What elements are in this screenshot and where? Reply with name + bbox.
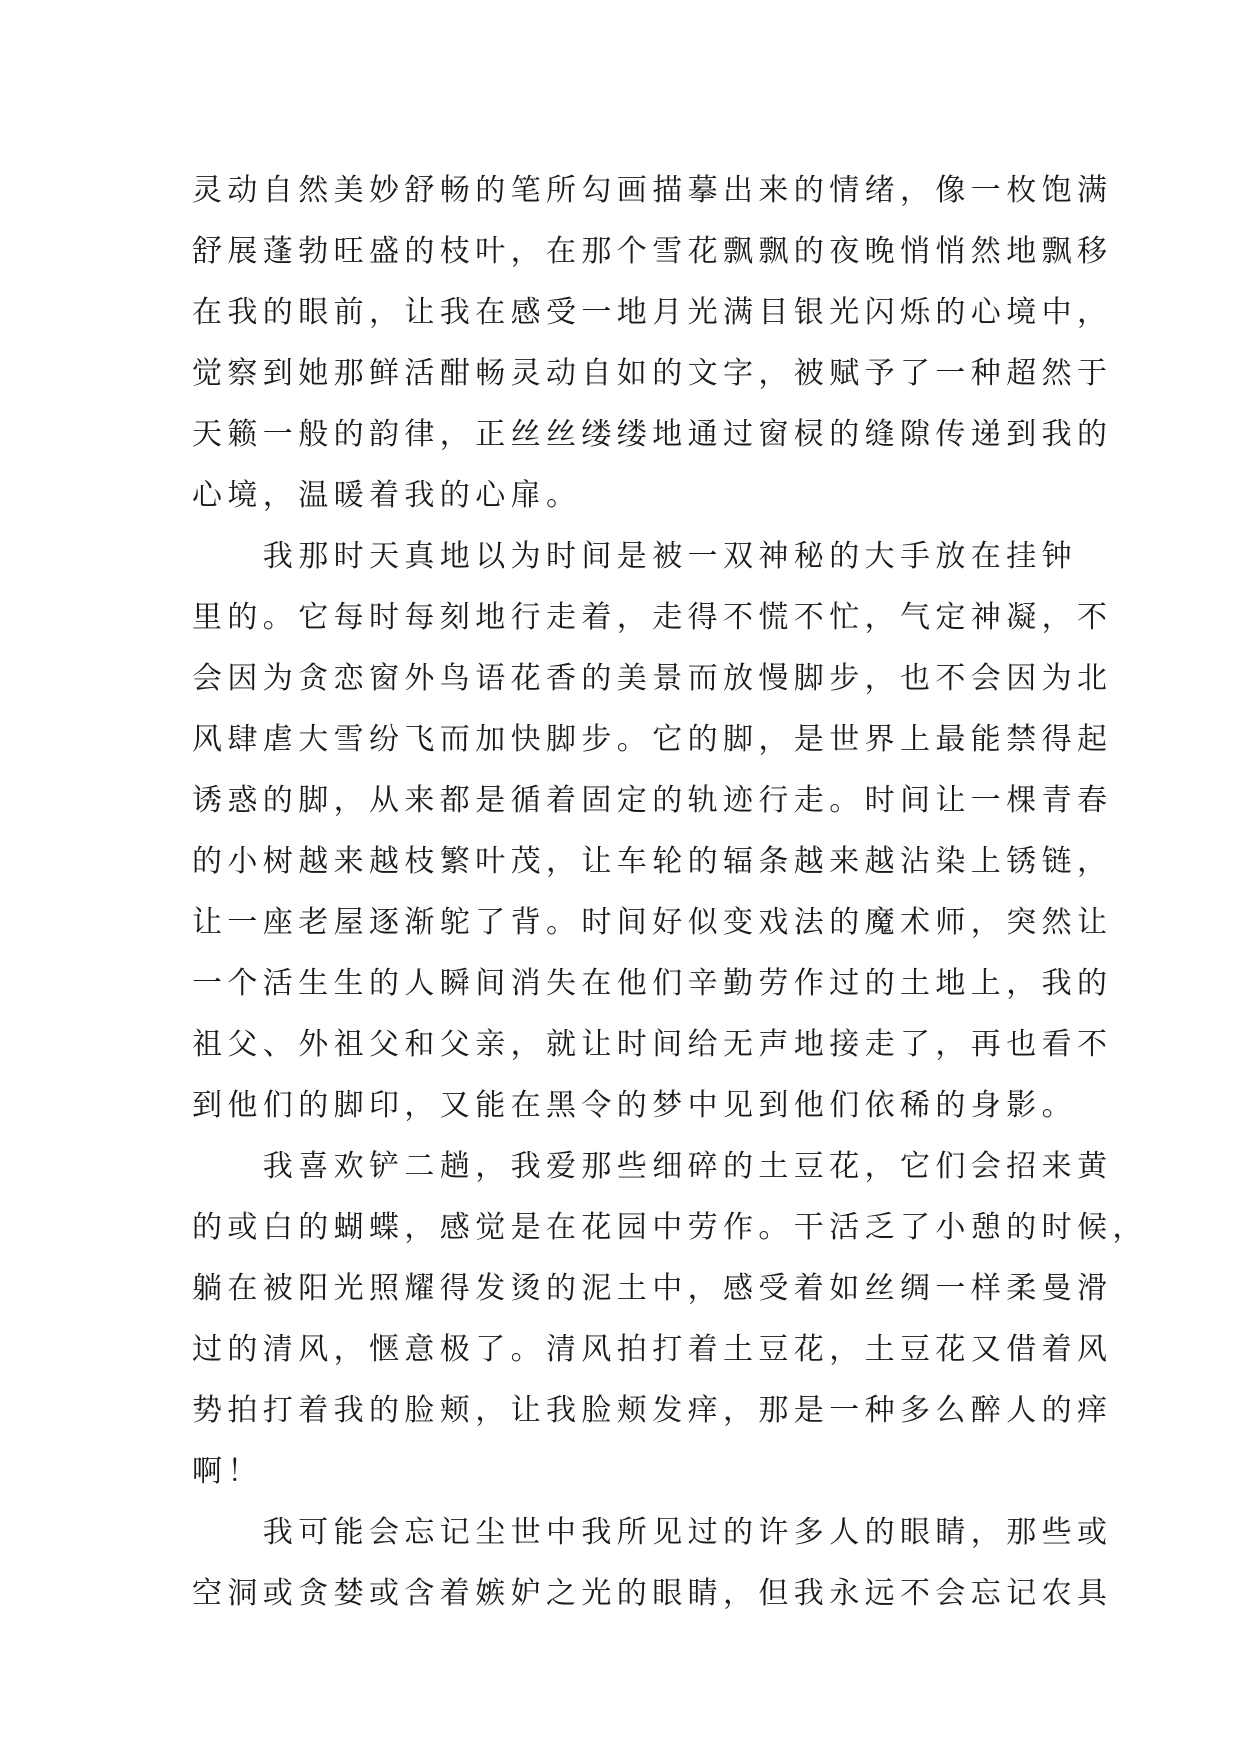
- text-line: 的或白的蝴蝶，感觉是在花园中劳作。干活乏了小憩的时候，: [192, 1210, 1148, 1245]
- text-line: 到他们的脚印，又能在黑令的梦中见到他们依稀的身影。: [192, 1088, 1077, 1123]
- text-line: 祖父、外祖父和父亲，就让时间给无声地接走了，再也看不: [192, 1027, 1113, 1062]
- text-line: 天籁一般的韵律，正丝丝缕缕地通过窗棂的缝隙传递到我的: [192, 417, 1113, 452]
- text-line: 让一座老屋逐渐鸵了背。时间好似变戏法的魔术师，突然让: [192, 905, 1113, 940]
- document-body: [192, 160, 1148, 1624]
- text-line: 诱惑的脚，从来都是循着固定的轨迹行走。时间让一棵青春: [192, 783, 1113, 818]
- text-line: 躺在被阳光照耀得发烫的泥土中，感受着如丝绸一样柔曼滑: [192, 1271, 1113, 1306]
- text-line: 会因为贪恋窗外鸟语花香的美景而放慢脚步，也不会因为北: [192, 661, 1113, 696]
- text-line: 的小树越来越枝繁叶茂，让车轮的辐条越来越沾染上锈链，: [192, 844, 1113, 879]
- text-line: 过的清风，惬意极了。清风拍打着土豆花，土豆花又借着风: [192, 1332, 1113, 1367]
- text-line: 在我的眼前，让我在感受一地月光满目银光闪烁的心境中，: [192, 295, 1113, 330]
- text-line: 舒展蓬勃旺盛的枝叶，在那个雪花飘飘的夜晚悄悄然地飘移: [192, 234, 1113, 269]
- text-line: 空洞或贪婪或含着嫉妒之光的眼睛，但我永远不会忘记农具: [192, 1576, 1113, 1611]
- text-line: 我可能会忘记尘世中我所见过的许多人的眼睛，那些或: [192, 1515, 1113, 1550]
- text-line: 我喜欢铲二趟，我爱那些细碎的土豆花，它们会招来黄: [192, 1149, 1113, 1184]
- text-line: 灵动自然美妙舒畅的笔所勾画描摹出来的情绪，像一枚饱满: [192, 173, 1113, 208]
- text-line: 风肆虐大雪纷飞而加快脚步。它的脚，是世界上最能禁得起: [192, 722, 1113, 757]
- text-line: 里的。它每时每刻地行走着，走得不慌不忙，气定神凝，不: [192, 600, 1113, 635]
- text-line: 势拍打着我的脸颊，让我脸颊发痒，那是一种多么醉人的痒: [192, 1393, 1113, 1428]
- text-line: 我那时天真地以为时间是被一双神秘的大手放在挂钟: [192, 539, 1077, 574]
- text-line: 啊！: [192, 1454, 263, 1489]
- text-line: 心境，温暖着我的心扉。: [192, 478, 582, 513]
- text-line: 觉察到她那鲜活酣畅灵动自如的文字，被赋予了一种超然于: [192, 356, 1113, 391]
- text-line: 一个活生生的人瞬间消失在他们辛勤劳作过的土地上，我的: [192, 966, 1113, 1001]
